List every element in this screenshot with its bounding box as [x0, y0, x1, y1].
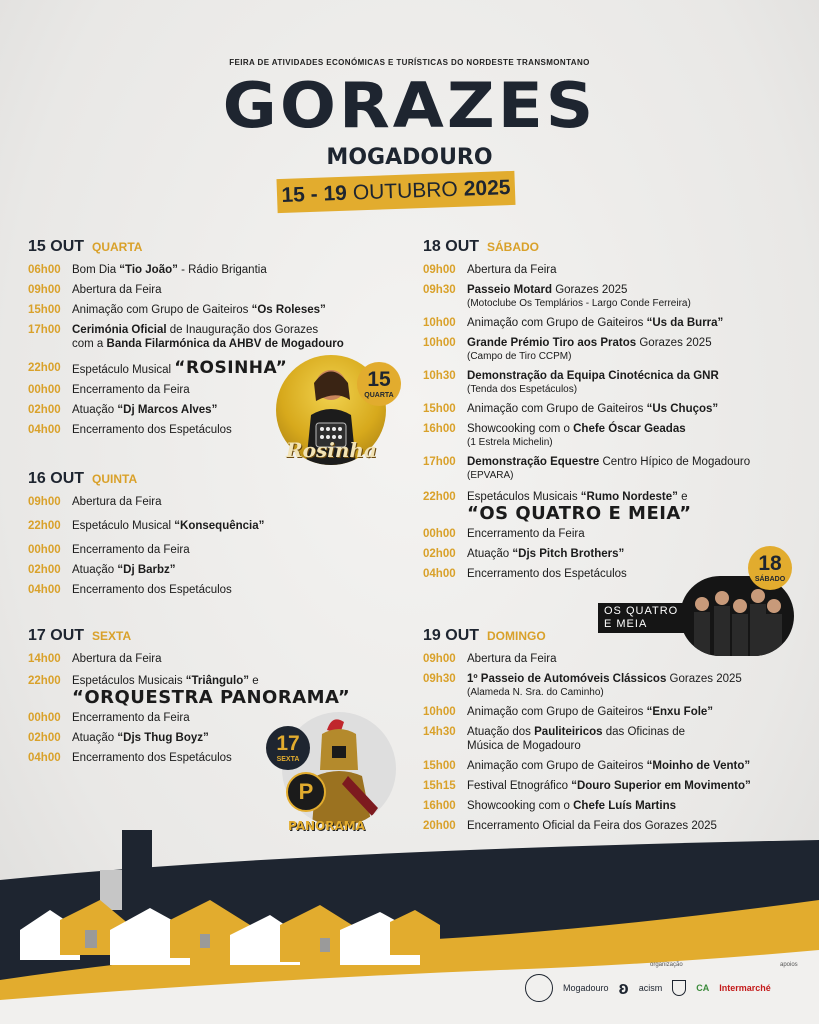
event-row: 22h00 Espetáculo Musical “ROSINHA” — [28, 358, 288, 378]
event-row: 15h15 Festival Etnográfico “Douro Superior em Movimento” — [423, 780, 751, 792]
mogadouro-circle-logo-icon — [525, 974, 553, 1002]
logo-intermarche: Intermarché — [719, 983, 771, 993]
event-town: MOGADOURO — [326, 145, 493, 170]
event-row: 04h00 Encerramento dos Espetáculos — [28, 584, 232, 596]
event-row: 15h00 Animação com Grupo de Gaiteiros “Us Chuços” — [423, 403, 719, 415]
event-row: 17h00 Cerimónia Oficial de Inauguração dos Gorazes com a Banda Filarmónica da AHBV de Mogadouro — [28, 324, 344, 350]
day-18-section — [423, 238, 803, 587]
event-row: 22h00 Espetáculos Musicais “Rumo Nordeste” e “OS QUATRO E MEIA” — [423, 491, 692, 524]
day-date: 15 OUT — [28, 238, 85, 255]
event-row: 09h00 Abertura da Feira — [28, 284, 162, 296]
logos-row — [525, 974, 771, 1002]
panorama-name: PANORAMA — [288, 819, 365, 833]
event-row: 04h00 Encerramento dos Espetáculos — [28, 752, 232, 764]
event-row: 06h00 Bom Dia “Tio João” - Rádio Brigantia — [28, 264, 267, 276]
event-row: 04h00 Encerramento dos Espetáculos — [423, 568, 627, 580]
event-row: 02h00 Atuação “Dj Barbz” — [28, 564, 176, 576]
event-row: 09h00 Abertura da Feira — [28, 496, 162, 508]
event-row: 10h00 Animação com Grupo de Gaiteiros “Enxu Fole” — [423, 706, 714, 718]
event-row: 02h00 Atuação “Dj Marcos Alves” — [28, 404, 218, 416]
event-row: 14h30 Atuação dos Pauliteiricos das Oficinas de Música de Mogadouro — [423, 726, 685, 752]
event-row: 09h00 Abertura da Feira — [423, 653, 557, 665]
event-row: 14h00 Abertura da Feira — [28, 653, 162, 665]
event-row: 10h00 Grande Prémio Tiro aos Pratos Gorazes 2025 (Campo de Tiro CCPM) — [423, 337, 712, 362]
day-19-section — [423, 627, 803, 839]
event-row: 04h00 Encerramento dos Espetáculos — [28, 424, 232, 436]
day-weekday: DOMINGO — [487, 629, 546, 643]
day-16-section — [28, 470, 408, 603]
day-date: 19 OUT — [423, 627, 480, 644]
gorazes-g-logo-icon: ʚ — [618, 977, 629, 998]
day-date: 18 OUT — [423, 238, 480, 255]
dates-year: 2025 — [463, 176, 511, 201]
day-18-badge: 18 SÁBADO — [748, 546, 792, 590]
day-17-badge: 17 SEXTA — [266, 726, 310, 770]
organization-label: organização — [650, 962, 683, 968]
day-18-header — [423, 238, 803, 256]
day-15-header — [28, 238, 408, 256]
event-subtitle: FEIRA DE ATIVIDADES ECONÓMICAS E TURÍSTICAS DO NORDESTE TRANSMONTANO — [229, 58, 590, 67]
event-row: 09h30 Passeio Motard Gorazes 2025 (Motoclube Os Templários - Largo Conde Ferreira) — [423, 284, 691, 309]
event-row: 10h00 Animação com Grupo de Gaiteiros “Us da Burra” — [423, 317, 724, 329]
event-row: 02h00 Atuação “Djs Thug Boyz” — [28, 732, 209, 744]
event-title: GORAZES — [222, 68, 597, 143]
event-row: 22h00 Espetáculos Musicais “Triângulo” e “ORQUESTRA PANORAMA” — [28, 675, 351, 708]
panorama-logo: P — [286, 772, 326, 812]
event-row: 00h00 Encerramento da Feira — [28, 384, 190, 396]
event-row: 16h00 Showcooking com o Chefe Óscar Geadas (1 Estrela Michelin) — [423, 423, 686, 448]
event-row: 20h00 Encerramento Oficial da Feira dos Gorazes 2025 — [423, 820, 717, 832]
event-row: 15h00 Animação com Grupo de Gaiteiros “Moinho de Vento” — [423, 760, 751, 772]
logo-ca: CA — [696, 983, 710, 993]
logo-acism: acism — [638, 983, 663, 993]
event-row: 00h00 Encerramento da Feira — [423, 528, 585, 540]
dates-month: OUTUBRO — [352, 177, 459, 205]
day-weekday: SEXTA — [92, 629, 132, 643]
day-weekday: QUINTA — [92, 472, 138, 486]
event-row: 00h00 Encerramento da Feira — [28, 544, 190, 556]
municipality-crest-icon — [672, 980, 686, 996]
event-row: 16h00 Showcooking com o Chefe Luís Martins — [423, 800, 677, 812]
event-row: 15h00 Animação com Grupo de Gaiteiros “Os Roleses” — [28, 304, 326, 316]
os-quatro-e-meia-name: OS QUATRO E MEIA — [598, 603, 684, 633]
day-16-header — [28, 470, 408, 488]
event-row: 09h30 1º Passeio de Automóveis Clássicos Gorazes 2025 (Alameda N. Sra. do Caminho) — [423, 673, 742, 698]
day-weekday: QUARTA — [92, 240, 143, 254]
event-row: 00h00 Encerramento da Feira — [28, 712, 190, 724]
day-17-header — [28, 627, 408, 645]
event-row: 17h00 Demonstração Equestre Centro Hípico de Mogadouro (EPVARA) — [423, 456, 751, 481]
logo-municipio: Mogadouro — [563, 983, 609, 993]
event-row: 02h00 Atuação “Djs Pitch Brothers” — [423, 548, 625, 560]
day-19-header — [423, 627, 803, 645]
sponsors-label: apoios — [780, 962, 798, 968]
rosinha-name: Rosinha — [286, 438, 377, 462]
event-row: 22h00 Espetáculo Musical “Konsequência” — [28, 520, 265, 532]
event-row: 09h00 Abertura da Feira — [423, 264, 557, 276]
event-dates-banner — [276, 171, 515, 213]
dates-days: 15 - 19 — [281, 181, 348, 207]
day-15-badge: 15 QUARTA — [357, 362, 401, 406]
day-weekday: SÁBADO — [487, 240, 540, 254]
day-date: 17 OUT — [28, 627, 85, 644]
day-date: 16 OUT — [28, 470, 85, 487]
event-row: 10h30 Demonstração da Equipa Cinotécnica da GNR (Tenda dos Espetáculos) — [423, 370, 719, 395]
